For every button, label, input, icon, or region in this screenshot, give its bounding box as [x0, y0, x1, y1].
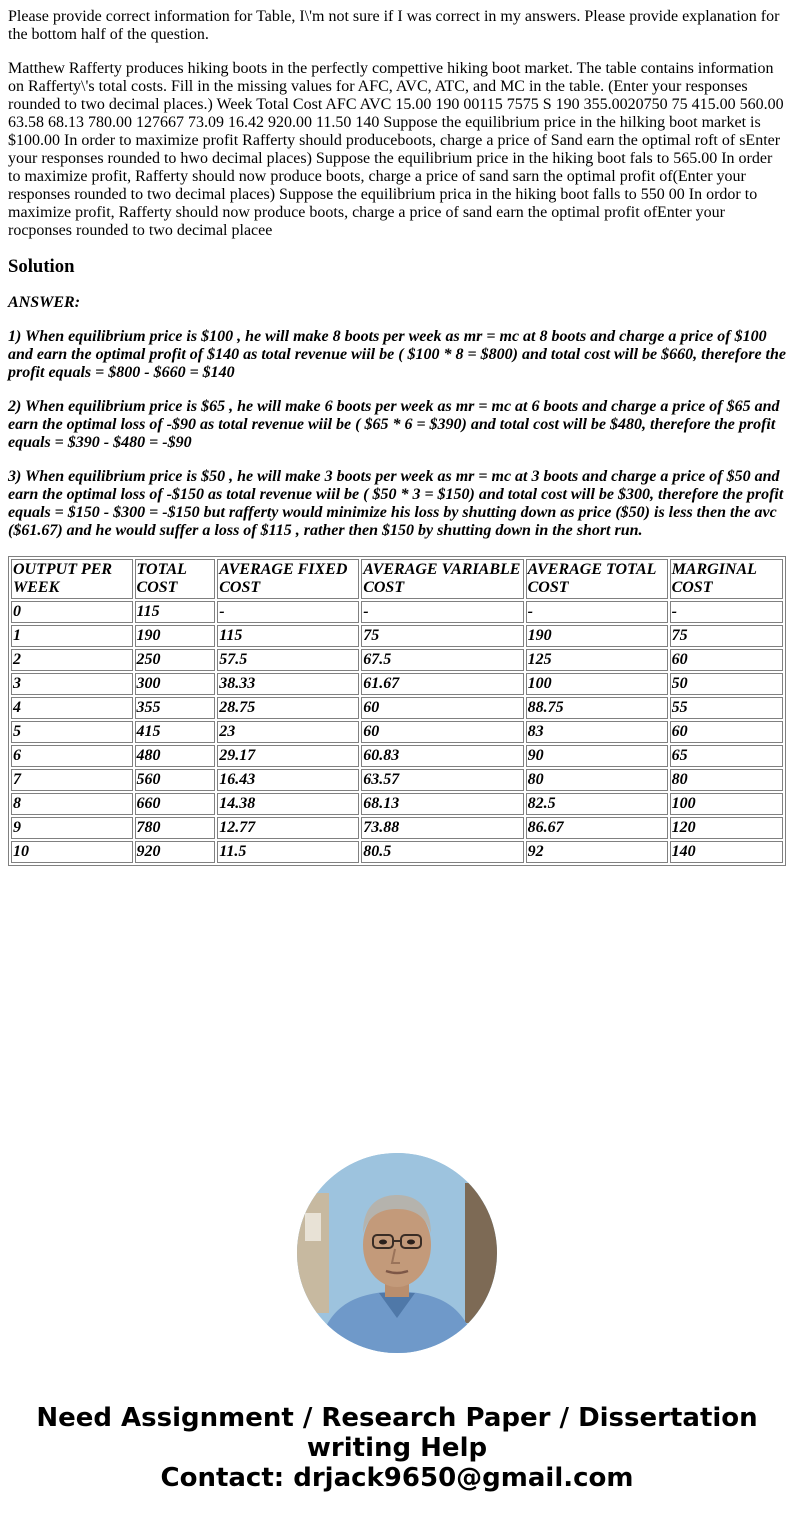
table-cell: 660 — [135, 793, 216, 815]
table-cell: 415 — [135, 721, 216, 743]
table-row — [11, 673, 783, 695]
table-cell: 140 — [670, 841, 783, 863]
question-body: Matthew Rafferty produces hiking boots in the perfectly compettive hiking boot market. The table contains information on Rafferty\'s total costs. Fill in the missing values for AFC, AVC, ATC, and MC in the table. (Enter your responses rounded to two decimal places.) Week Total Cost AFC AVC 15.00 190 00115 7575 S 190 355.0020750 75 415.00 560.00 63.58 68.13 780.00 127667 73.09 16.42 920.00 11.50 140 Suppose the equilibrium price in the hilking boot market is $100.00 In order to maximize profit Rafferty should produceboots, charge a price of Sand earn the optimal roft of sEnter your responses rounded to hwo decimal places) Suppose the equilibrium price in the hiking boot fals to 565.00 In order to maximize profit, Rafferty should now produce boots, charge a price of sand sarn the optimal profit of(Enter your responses rounded to two decimal places) Suppose the equilibrium prica in the hiking boot falls to 550 00 In ordor to maximize profit, Rafferty should now produce boots, charge a price of sand earn the optimal profit ofEnter your rocponses rounded to two decimal placee — [8, 60, 784, 239]
table-cell: 57.5 — [217, 649, 359, 671]
table-header-row — [11, 559, 783, 599]
solution-heading: Solution — [8, 256, 75, 277]
table-cell: 190 — [526, 625, 668, 647]
table-cell: 60 — [670, 721, 783, 743]
table-cell: - — [526, 601, 668, 623]
table-cell: 86.67 — [526, 817, 668, 839]
table-row — [11, 793, 783, 815]
table-cell: 55 — [670, 697, 783, 719]
answer-1: 1) When equilibrium price is $100 , he will make 8 boots per week as mr = mc at 8 boots and charge a price of $100 and earn the optimal profit of $140 as total revenue wiil be ( $100 * 8 = $800) and total cost will be $660, therefore the profit equals = $800 - $660 = $140 — [8, 328, 786, 381]
table-cell: 28.75 — [217, 697, 359, 719]
table-cell: 90 — [526, 745, 668, 767]
table-cell: 355 — [135, 697, 216, 719]
table-cell: 65 — [670, 745, 783, 767]
table-cell: 63.57 — [361, 769, 523, 791]
table-cell: 115 — [135, 601, 216, 623]
table-cell: 115 — [217, 625, 359, 647]
table-cell: 75 — [670, 625, 783, 647]
table-cell: 38.33 — [217, 673, 359, 695]
table-cell: 12.77 — [217, 817, 359, 839]
table-cell: 250 — [135, 649, 216, 671]
table-cell: 480 — [135, 745, 216, 767]
table-cell: 88.75 — [526, 697, 668, 719]
table-cell: 80 — [526, 769, 668, 791]
table-cell: 6 — [11, 745, 133, 767]
table-row — [11, 745, 783, 767]
column-header: TOTAL COST — [135, 559, 216, 599]
table-row — [11, 721, 783, 743]
table-row — [11, 649, 783, 671]
table-cell: 100 — [526, 673, 668, 695]
table-cell: 4 — [11, 697, 133, 719]
table-cell: 100 — [670, 793, 783, 815]
table-cell: 560 — [135, 769, 216, 791]
table-cell: 83 — [526, 721, 668, 743]
column-header: MARGINAL COST — [670, 559, 783, 599]
table-cell: 300 — [135, 673, 216, 695]
footer-line-2: writing Help — [306, 1433, 488, 1463]
table-cell: 3 — [11, 673, 133, 695]
column-header: AVERAGE FIXED COST — [217, 559, 359, 599]
question-intro: Please provide correct information for Table, I\'m not sure if I was correct in my answers. Please provide explanation for the bottom half of the question. — [8, 8, 780, 43]
table-cell: 60 — [361, 721, 523, 743]
table-cell: 2 — [11, 649, 133, 671]
column-header: AVERAGE TOTAL COST — [526, 559, 668, 599]
footer-contact: Contact: drjack9650@gmail.com — [160, 1463, 634, 1493]
table-cell: 60 — [670, 649, 783, 671]
table-cell: 80.5 — [361, 841, 523, 863]
answer-2: 2) When equilibrium price is $65 , he will make 6 boots per week as mr = mc at 6 boots and charge a price of $65 and earn the optimal loss of -$90 as total revenue wiil be ( $65 * 6 = $390) and total cost will be $480, therefore the profit equals = $390 - $480 = -$90 — [8, 398, 780, 451]
table-cell: 14.38 — [217, 793, 359, 815]
table-cell: 0 — [11, 601, 133, 623]
table-cell: 60 — [361, 697, 523, 719]
answer-3: 3) When equilibrium price is $50 , he will make 3 boots per week as mr = mc at 3 boots and charge a price of $50 and earn the optimal loss of -$150 as total revenue wiil be ( $50 * 3 = $150) and total cost will be $300, therefore the profit equals = $150 - $300 = -$150 but rafferty would minimize his loss by shutting down as price ($50) is less then the avc ($61.67) and he would suffer a loss of $115 , rather then $150 by shutting down in the short run. — [8, 468, 784, 539]
table-cell: 120 — [670, 817, 783, 839]
table-row — [11, 697, 783, 719]
answer-label: ANSWER: — [8, 294, 81, 311]
table-row — [11, 817, 783, 839]
table-cell: 920 — [135, 841, 216, 863]
column-header: OUTPUT PER WEEK — [11, 559, 133, 599]
table-row — [11, 841, 783, 863]
table-row — [11, 625, 783, 647]
table-cell: 780 — [135, 817, 216, 839]
table-cell: 29.17 — [217, 745, 359, 767]
table-cell: 5 — [11, 721, 133, 743]
table-cell: 75 — [361, 625, 523, 647]
column-header: AVERAGE VARIABLE COST — [361, 559, 523, 599]
table-cell: 67.5 — [361, 649, 523, 671]
table-cell: 73.88 — [361, 817, 523, 839]
cost-table — [8, 556, 786, 866]
table-cell: 9 — [11, 817, 133, 839]
table-row — [11, 601, 783, 623]
table-cell: - — [670, 601, 783, 623]
table-cell: 190 — [135, 625, 216, 647]
footer-line-1: Need Assignment / Research Paper / Dissertation — [36, 1403, 758, 1433]
avatar — [297, 1153, 497, 1353]
table-cell: 125 — [526, 649, 668, 671]
footer-banner — [0, 1403, 794, 1493]
table-cell: - — [217, 601, 359, 623]
table-cell: 16.43 — [217, 769, 359, 791]
table-cell: - — [361, 601, 523, 623]
table-cell: 61.67 — [361, 673, 523, 695]
table-cell: 1 — [11, 625, 133, 647]
table-cell: 60.83 — [361, 745, 523, 767]
table-cell: 92 — [526, 841, 668, 863]
table-cell: 68.13 — [361, 793, 523, 815]
table-cell: 50 — [670, 673, 783, 695]
author-photo — [297, 1153, 497, 1353]
table-row — [11, 769, 783, 791]
table-cell: 10 — [11, 841, 133, 863]
table-cell: 7 — [11, 769, 133, 791]
table-cell: 11.5 — [217, 841, 359, 863]
table-cell: 23 — [217, 721, 359, 743]
table-cell: 80 — [670, 769, 783, 791]
table-cell: 8 — [11, 793, 133, 815]
table-cell: 82.5 — [526, 793, 668, 815]
